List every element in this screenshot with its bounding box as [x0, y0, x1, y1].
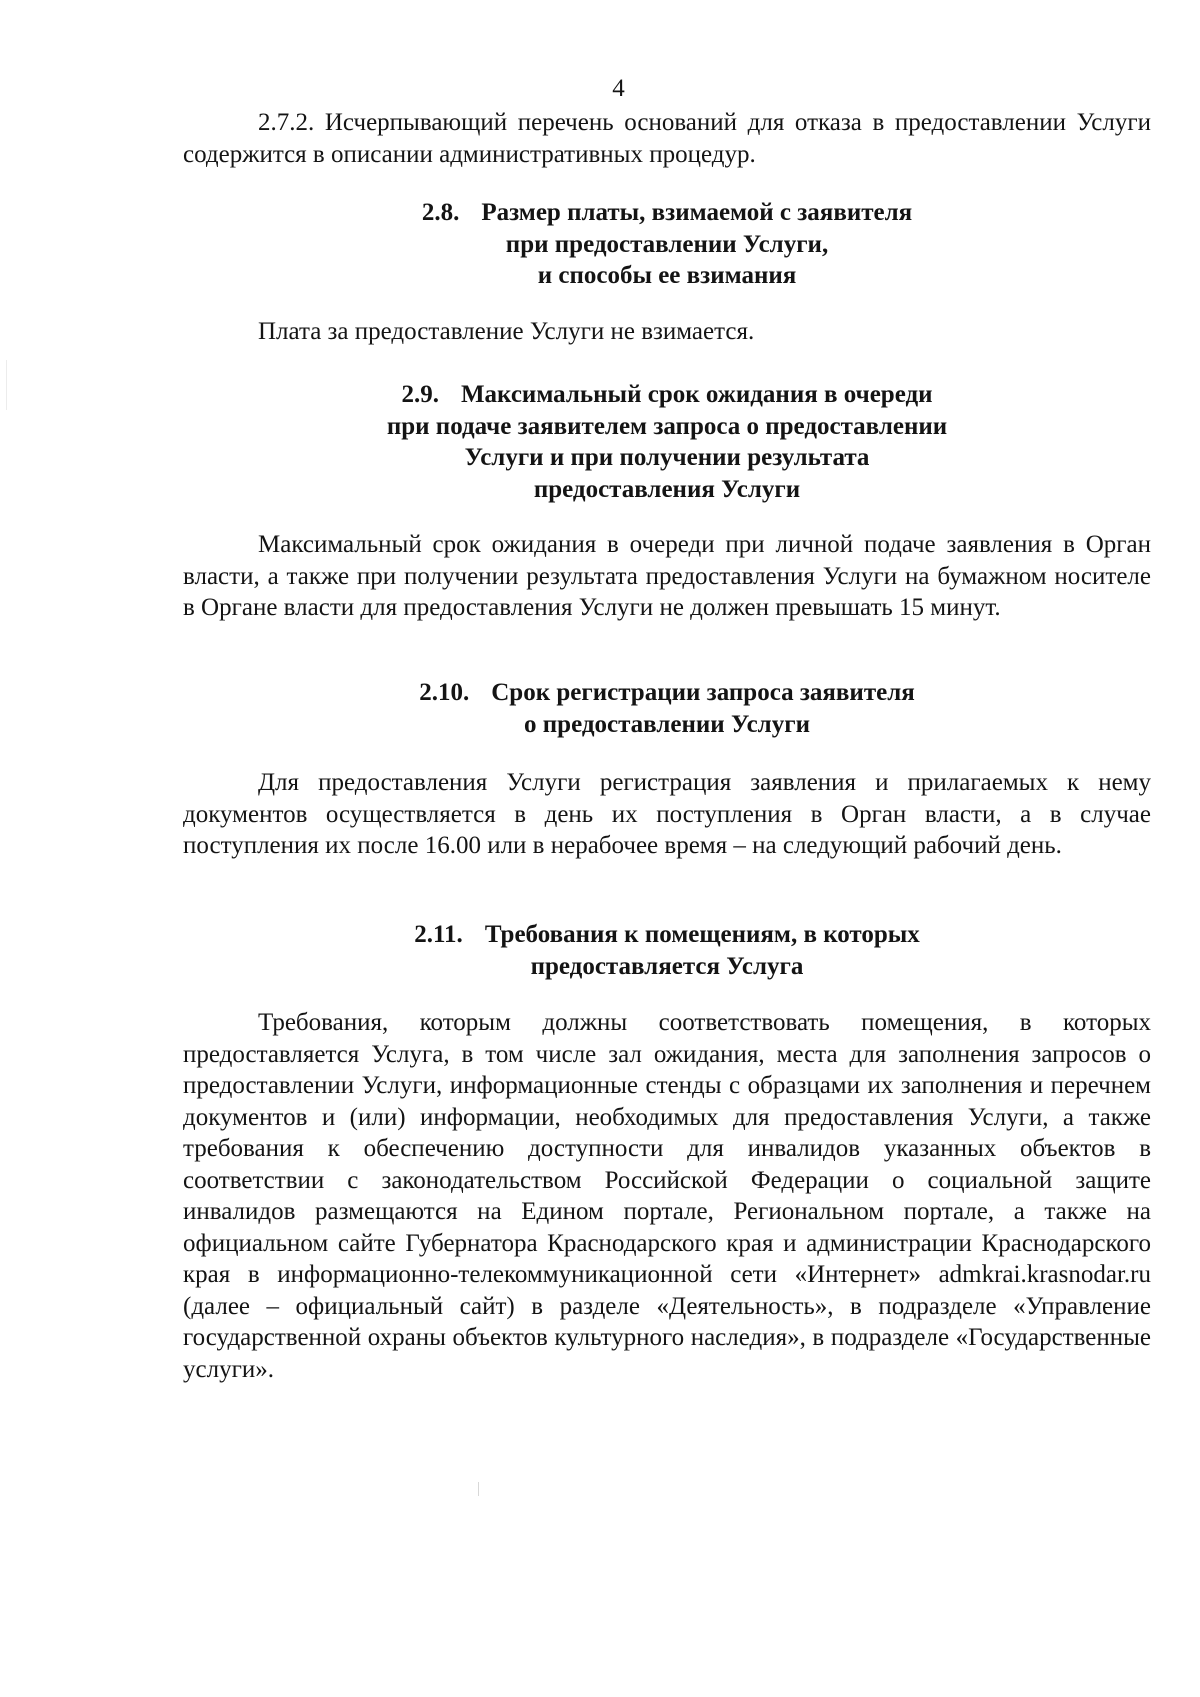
section-heading-2-9 [183, 379, 1151, 505]
section-number: 2.11. [414, 921, 463, 948]
scan-artifact-mark [478, 1482, 479, 1496]
section-title-text: Размер платы, взимаемой с заявителя [481, 199, 913, 226]
page-number: 4 [612, 75, 625, 102]
scan-edge-mark [6, 360, 7, 410]
section-heading-line: при подаче заявителем запроса о предоставлении [386, 412, 948, 440]
section-heading-line: Услуги и при получении результата [464, 444, 870, 471]
section-heading-line [183, 919, 1151, 951]
section-heading-2-8 [183, 197, 1151, 292]
section-heading-2-10 [183, 677, 1151, 740]
paragraph-2-11: Требования, которым должны соответствовать помещения, в которых предоставляется Услуга, в том числе зал ожидания, места для заполнения запросов о предоставлении Услуги, информационные стенды с образцами их заполнения и перечнем документов и (или) информации, необходимых для предоставления Услуги, а также требования к обеспечению доступности для инвалидов указанных объектов в соответствии с законодательством Российской Федерации о социальной защите инвалидов размещаются на Едином портале, Региональном портале, а также на официальном сайте Губернатора Краснодарского края и администрации Краснодарского края в информационно-телекоммуникационной сети «Интернет» admkrai.krasnodar.ru (далее – официальный сайт) в разделе «Деятельность», в подразделе «Управление государственной охраны объектов культурного наследия», в подразделе «Государственные услуги». [183, 1009, 1151, 1383]
section-heading-line [183, 379, 1151, 411]
section-title-text: Максимальный срок ожидания в очереди [460, 381, 933, 408]
paragraph-2-9: Максимальный срок ожидания в очереди при личной подаче заявления в Орган власти, а также при получении результата предоставления Услуги на бумажном носителе в Органе власти для предоставления Услуги не должен превышать 15 минут. [183, 531, 1151, 621]
section-number: 2.10. [419, 679, 470, 706]
section-title-text: Требования к помещениям, в которых [484, 921, 920, 948]
section-heading-line [183, 197, 1151, 229]
section-heading-line: о предоставлении Услуги [524, 710, 810, 738]
section-heading-line [183, 677, 1151, 709]
paragraph-2-8: Плата за предоставление Услуги не взимается. [258, 318, 755, 345]
section-number: 2.9. [401, 381, 439, 408]
paragraph-2-10: Для предоставления Услуги регистрация заявления и прилагаемых к нему документов осуществляется в день их поступления в Орган власти, а в случае поступления их после 16.00 или в нерабочее время – на следующий рабочий день. [183, 769, 1151, 859]
section-heading-line: и способы ее взимания [537, 262, 797, 289]
paragraph-2-7-2: 2.7.2. Исчерпывающий перечень оснований для отказа в предоставлении Услуги содержится в описании административных процедур. [183, 109, 1151, 168]
section-heading-line: предоставления Услуги [533, 475, 801, 503]
section-heading-line: предоставляется Услуга [530, 952, 804, 980]
section-heading-line: при предоставлении Услуги, [505, 230, 829, 258]
section-heading-2-11 [183, 919, 1151, 982]
section-number: 2.8. [421, 199, 460, 226]
section-title-text: Срок регистрации запроса заявителя [491, 679, 915, 706]
